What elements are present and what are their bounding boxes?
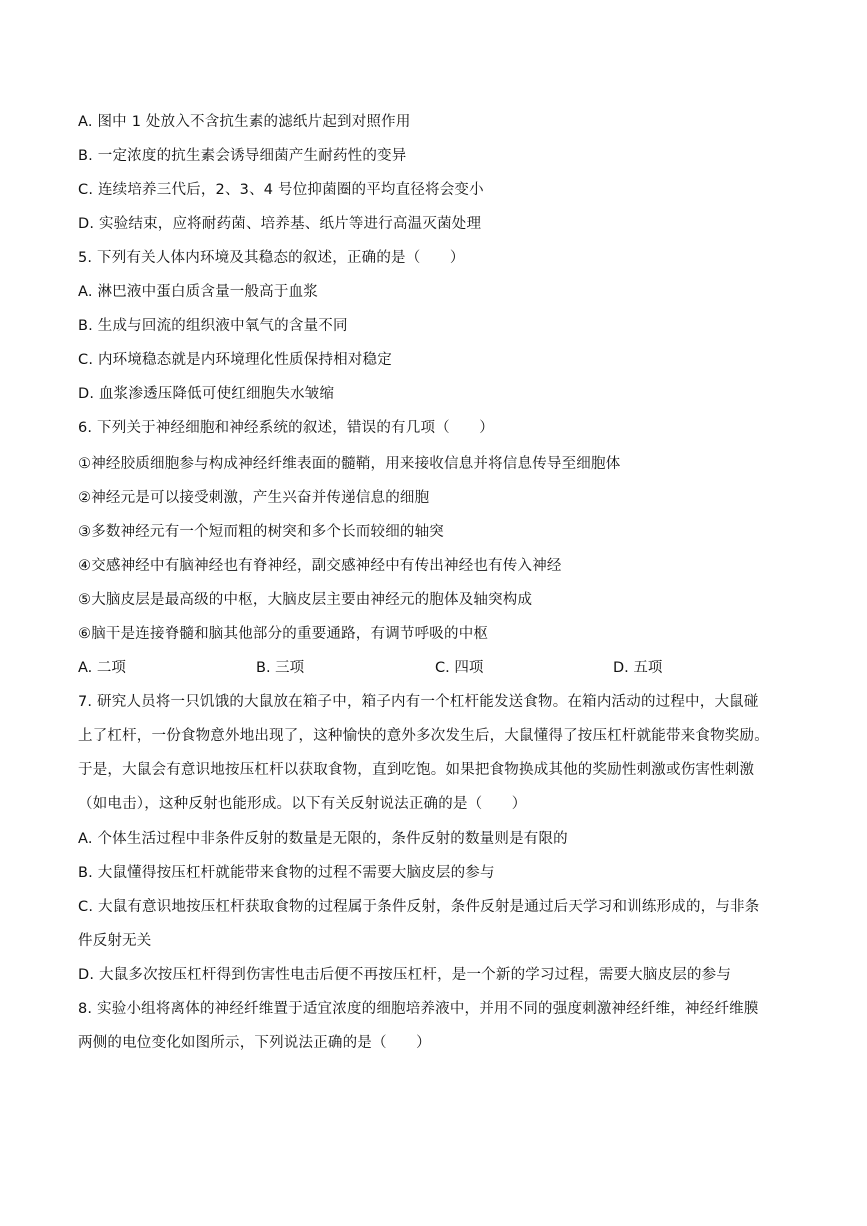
q8-stem-line: 8. 实验小组将离体的神经纤维置于适宜浓度的细胞培养液中，并用不同的强度刺激神经纤维，神经纤维膜 <box>78 1001 759 1017</box>
q4-option-b: B. 一定浓度的抗生素会诱导细菌产生耐药性的变异 <box>78 148 407 164</box>
q7-option-a: A. 个体生活过程中非条件反射的数量是无限的，条件反射的数量则是有限的 <box>78 831 568 847</box>
q7-option-d: D. 大鼠多次按压杠杆得到伤害性电击后便不再按压杠杆，是一个新的学习过程，需要大脑皮层的参与 <box>78 967 732 983</box>
q6-statement: ③多数神经元有一个短而粗的树突和多个长而较细的轴突 <box>78 524 444 540</box>
q5-option-c: C. 内环境稳态就是内环境理化性质保持相对稳定 <box>78 352 392 368</box>
q5-option-a: A. 淋巴液中蛋白质含量一般高于血浆 <box>78 284 318 300</box>
q6-statement: ①神经胶质细胞参与构成神经纤维表面的髓鞘，用来接收信息并将信息传导至细胞体 <box>78 456 621 472</box>
q6-statement: ④交感神经中有脑神经也有脊神经，副交感神经中有传出神经也有传入神经 <box>78 558 562 574</box>
q6-statement: ⑥脑干是连接脊髓和脑其他部分的重要通路，有调节呼吸的中枢 <box>78 626 489 642</box>
q7-stem-line: 于是，大鼠会有意识地按压杠杆以获取食物，直到吃饱。如果把食物换成其他的奖励性刺激或伤害性刺激 <box>78 762 755 778</box>
q4-option-d: D. 实验结束，应将耐药菌、培养基、纸片等进行高温灭菌处理 <box>78 216 482 232</box>
q6-option-a: A. 二项 <box>78 660 126 676</box>
q8-stem-line: 两侧的电位变化如图所示，下列说法正确的是（ ） <box>78 1035 431 1051</box>
q7-stem-line: （如电击），这种反射也能形成。以下有关反射说法正确的是（ ） <box>78 796 527 812</box>
q7-option-c-cont: 件反射无关 <box>78 933 152 949</box>
q5-stem: 5. 下列有关人体内环境及其稳态的叙述，正确的是（ ） <box>78 250 465 266</box>
q7-stem-line: 上了杠杆，一份食物意外地出现了，这种愉快的意外多次发生后，大鼠懂得了按压杠杆就能带来食物奖励。 <box>78 728 769 744</box>
q6-option-c: C. 四项 <box>435 660 484 676</box>
q7-option-b: B. 大鼠懂得按压杠杆就能带来食物的过程不需要大脑皮层的参与 <box>78 865 495 881</box>
q6-option-b: B. 三项 <box>256 660 305 676</box>
q7-option-c: C. 大鼠有意识地按压杠杆获取食物的过程属于条件反射，条件反射是通过后天学习和训练形成的，与非条 <box>78 899 760 915</box>
q4-option-c: C. 连续培养三代后，2、3、4 号位抑菌圈的平均直径将会变小 <box>78 182 484 198</box>
q6-option-d: D. 五项 <box>613 660 663 676</box>
q5-option-b: B. 生成与回流的组织液中氧气的含量不同 <box>78 318 348 334</box>
q6-stem: 6. 下列关于神经细胞和神经系统的叙述，错误的有几项（ ） <box>78 420 494 436</box>
q5-option-d: D. 血浆渗透压降低可使红细胞失水皱缩 <box>78 386 335 402</box>
q7-stem-line: 7. 研究人员将一只饥饿的大鼠放在箱子中，箱子内有一个杠杆能发送食物。在箱内活动的过程中，大鼠碰 <box>78 694 759 710</box>
q6-statement: ⑤大脑皮层是最高级的中枢，大脑皮层主要由神经元的胞体及轴突构成 <box>78 592 533 608</box>
q4-option-a: A. 图中 1 处放入不含抗生素的滤纸片起到对照作用 <box>78 114 411 130</box>
q6-statement: ②神经元是可以接受刺激，产生兴奋并传递信息的细胞 <box>78 490 430 506</box>
